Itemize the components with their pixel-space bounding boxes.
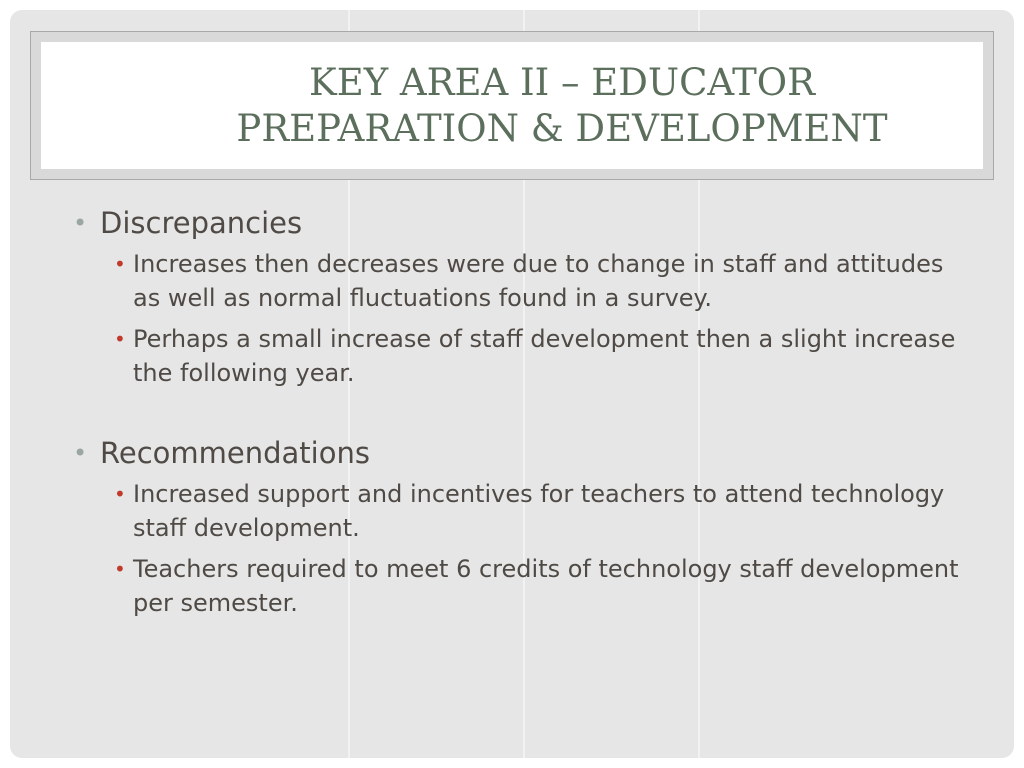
bullet-heading-recommendations — [70, 435, 970, 471]
title-line-2: PREPARATION & DEVELOPMENT — [236, 107, 888, 150]
bullet-text: Increases then decreases were due to change in staff and attitudes as well as normal fluctuations found in a survey. — [133, 250, 944, 312]
bullet-item — [70, 477, 970, 545]
section-spacer — [70, 397, 970, 435]
bullet-item — [70, 247, 970, 315]
bullet-item — [70, 322, 970, 390]
bullet-dot-icon: • — [114, 482, 126, 506]
slide — [10, 10, 1014, 758]
heading-text: Recommendations — [100, 436, 370, 470]
bullet-dot-icon: • — [114, 557, 126, 581]
bullet-dot-icon: • — [73, 209, 88, 237]
bullet-heading-discrepancies — [70, 205, 970, 241]
bullet-item — [70, 552, 970, 620]
slide-title — [161, 60, 963, 152]
bullet-dot-icon: • — [73, 439, 88, 467]
bullet-dot-icon: • — [114, 327, 126, 351]
heading-text: Discrepancies — [100, 206, 303, 240]
title-frame — [30, 31, 994, 180]
title-box — [41, 42, 983, 169]
bullet-text: Increased support and incentives for teachers to attend technology staff development. — [133, 480, 945, 542]
slide-body — [70, 205, 970, 627]
title-line-1: KEY AREA II – EDUCATOR — [309, 61, 815, 104]
bullet-dot-icon: • — [114, 252, 126, 276]
bullet-text: Teachers required to meet 6 credits of technology staff development per semester. — [133, 555, 959, 617]
bullet-text: Perhaps a small increase of staff development then a slight increase the following year. — [133, 325, 956, 387]
